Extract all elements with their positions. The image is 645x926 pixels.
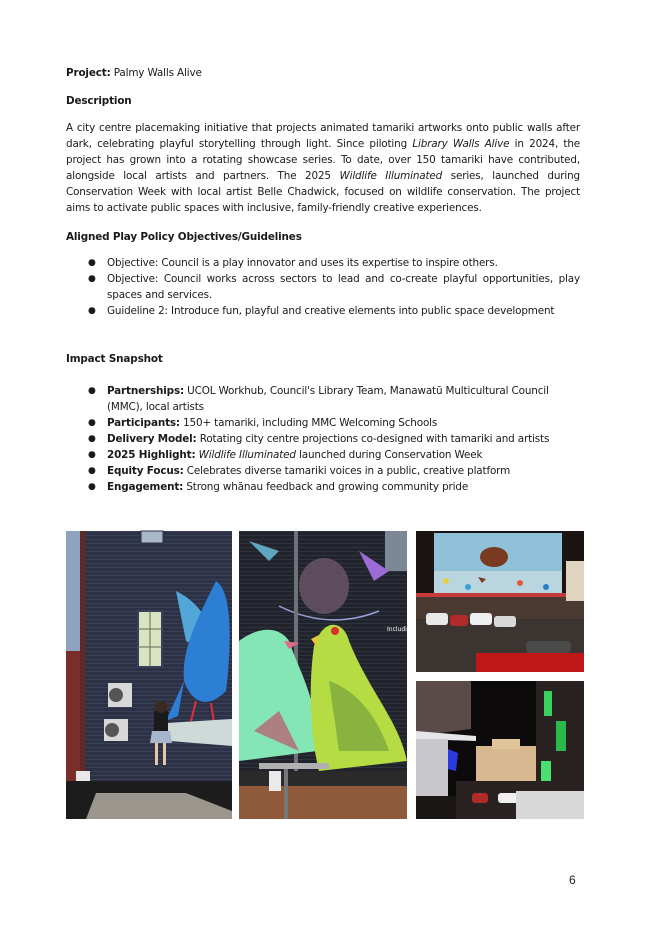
project-line: [66, 65, 580, 81]
bullet-icon: ●: [88, 274, 96, 284]
list-item: [66, 383, 580, 415]
item-text: launched during Conservation Week: [295, 449, 483, 461]
aligned-heading: Aligned Play Policy Objectives/Guidelines: [66, 231, 302, 243]
item-label: Equity Focus:: [107, 465, 184, 477]
item-text: UCOL Workhub, Council's Library Team, Manawatū Multicultural Council (MMC), local artists: [107, 385, 549, 413]
bullet-icon: ●: [88, 258, 96, 268]
list-item: [66, 271, 580, 303]
impact-heading: Impact Snapshot: [66, 353, 163, 365]
description-text: in 2024, the project has grown into a rotating showcase series. To date, over 150 tamariki have contributed, alongside local artists and partners. The 2025: [66, 138, 580, 182]
bullet-icon: ●: [88, 306, 96, 316]
bullet-icon: ●: [88, 450, 96, 460]
description-text: A city centre placemaking initiative that projects animated tamariki artworks onto public walls after dark, celebrating playful storytelling through light. Since piloting: [66, 122, 580, 150]
list-item: [66, 447, 580, 463]
bullet-icon: ●: [88, 482, 96, 492]
wildlife-illuminated-title: Wildlife Illuminated: [339, 170, 443, 182]
list-item: [66, 463, 580, 479]
bullet-icon: ●: [88, 386, 96, 396]
street-night-photo: [416, 681, 584, 819]
item-label: Partnerships:: [107, 385, 184, 397]
description-paragraph: [66, 120, 580, 216]
item-text: 150+ tamariki, including MMC Welcoming Schools: [179, 417, 438, 429]
item-label: Participants:: [107, 417, 180, 429]
library-walls-alive-title: Library Walls Alive: [412, 138, 510, 150]
list-item-text: Objective: Council is a play innovator and uses its expertise to inspire others.: [107, 257, 498, 269]
list-item-text: Guideline 2: Introduce fun, playful and creative elements into public space development: [107, 305, 555, 317]
item-label: 2025 Highlight:: [107, 449, 196, 461]
page-number: 6: [569, 873, 576, 887]
impact-list: [66, 383, 580, 495]
list-item: [66, 431, 580, 447]
description-text: series, launched during Conservation Week with local artist Belle Chadwick, focused on wildlife conservation. The project aims to activate public spaces with inclusive, family-friendly creative experiences.: [66, 170, 581, 214]
project-label: Project:: [66, 67, 111, 79]
list-item: [66, 255, 580, 271]
item-text: Strong whānau feedback and growing community pride: [183, 481, 469, 493]
item-label: Engagement:: [107, 481, 184, 493]
turtle-projection-photo: [416, 531, 584, 672]
bullet-icon: ●: [88, 418, 96, 428]
bullet-icon: ●: [88, 466, 96, 476]
aligned-list: [66, 255, 580, 319]
item-italic: Wildlife Illuminated: [195, 449, 296, 461]
svg-text:Including: Including: [387, 626, 415, 633]
item-text: Celebrates diverse tamariki voices in a public, creative platform: [183, 465, 511, 477]
list-item-text: Objective: Council works across sectors to lead and co-create playful opportunities, play spaces and services.: [107, 273, 580, 301]
project-name: Palmy Walls Alive: [113, 67, 202, 79]
list-item: [66, 303, 580, 319]
green-birds-projection-photo: [239, 531, 415, 819]
description-heading: Description: [66, 95, 132, 107]
item-label: Delivery Model:: [107, 433, 197, 445]
blue-bird-projection-photo: [66, 531, 232, 819]
bullet-icon: ●: [88, 434, 96, 444]
list-item: [66, 415, 580, 431]
list-item: [66, 479, 580, 495]
item-text: Rotating city centre projections co-designed with tamariki and artists: [196, 433, 550, 445]
